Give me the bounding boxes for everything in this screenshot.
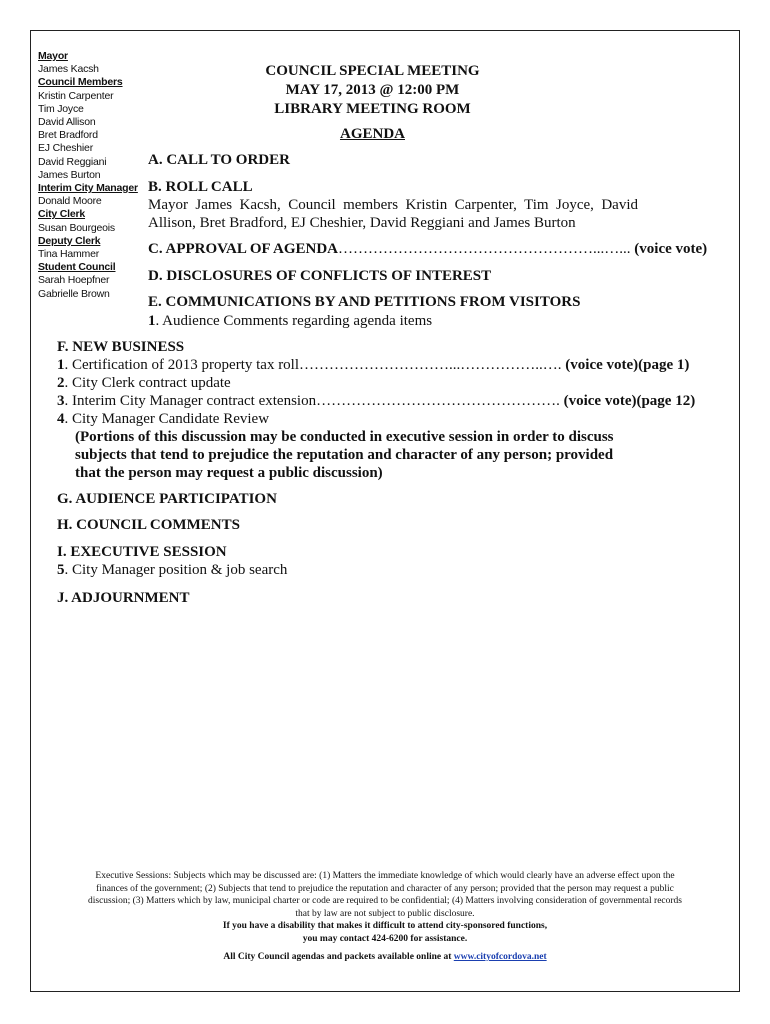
council-heading: Council Members <box>38 76 123 89</box>
communications-item-1 <box>148 312 432 330</box>
section-communications: E. COMMUNICATIONS BY AND PETITIONS FROM VISITORS <box>148 294 581 310</box>
executive-session-note <box>75 428 635 482</box>
meeting-title: COUNCIL SPECIAL MEETING <box>265 63 480 79</box>
item-text: . Certification of 2013 property tax roll…………………………...……………..…. <box>64 357 562 373</box>
item-number: 2 <box>57 375 65 391</box>
deputy-clerk-name: Tina Hammer <box>38 248 100 261</box>
city-manager-name: Donald Moore <box>38 195 102 208</box>
disability-contact: you may contact 424-6200 for assistance. <box>302 933 468 944</box>
council-member: Kristin Carpenter <box>38 89 114 102</box>
section-disclosures: D. DISCLOSURES OF CONFLICTS OF INTEREST <box>148 268 492 284</box>
mayor-name: James Kacsh <box>38 63 99 76</box>
city-clerk-group <box>38 208 138 234</box>
approval-label: C. APPROVAL OF AGENDA <box>148 241 339 257</box>
exec-session-note-line: finances of the government; (2) Subjects that tend to prejudice the reputation and character of any person; provided that the person may request a public <box>96 883 674 894</box>
exec-session-note-line: Executive Sessions: Subjects which may be discussed are: (1) Matters the immediate knowledge of which would clearly have an adverse effect upon the <box>95 871 675 881</box>
meeting-header <box>200 62 545 119</box>
section-council-comments: H. COUNCIL COMMENTS <box>57 517 240 533</box>
note-line: (Portions of this discussion may be conducted in executive session in order to discuss <box>75 429 614 445</box>
student-council-member: Gabrielle Brown <box>38 287 110 300</box>
mayor-group <box>38 50 138 76</box>
council-member: David Allison <box>38 116 96 129</box>
disability-notice: If you have a disability that makes it difficult to attend city-sponsored functions, <box>222 921 548 931</box>
meeting-location: LIBRARY MEETING ROOM <box>274 101 471 117</box>
item-vote: (voice vote)(page 12) <box>559 393 696 409</box>
city-clerk-heading: City Clerk <box>38 208 86 221</box>
council-member: David Reggiani <box>38 155 107 168</box>
mayor-heading: Mayor <box>38 50 68 62</box>
council-member: Tim Joyce <box>38 102 84 115</box>
student-council-heading: Student Council <box>38 261 116 274</box>
section-roll-call: B. ROLL CALL <box>148 179 253 195</box>
item-text: . City Manager Candidate Review <box>64 411 270 427</box>
note-line: subjects that tend to prejudice the reputation and character of any person; provided <box>75 447 614 463</box>
executive-session-item-5 <box>57 561 287 579</box>
item-vote: (voice vote)(page 1) <box>561 357 690 373</box>
item-text: . City Clerk contract update <box>64 375 231 391</box>
section-executive-session: I. EXECUTIVE SESSION <box>57 544 227 560</box>
deputy-clerk-heading: Deputy Clerk <box>38 234 101 247</box>
item-text: . Audience Comments regarding agenda items <box>155 313 433 329</box>
agenda-heading: AGENDA <box>339 126 405 142</box>
note-line: that the person may request a public discussion) <box>75 465 383 481</box>
council-member: Bret Bradford <box>38 129 98 142</box>
city-clerk-name: Susan Bourgeois <box>38 221 115 234</box>
student-council-group <box>38 261 138 301</box>
website-link[interactable]: www.cityofcordova.net <box>453 952 547 962</box>
section-call-to-order: A. CALL TO ORDER <box>148 152 290 168</box>
item-text: . City Manager position & job search <box>64 562 288 578</box>
deputy-clerk-group <box>38 235 138 261</box>
officials-sidebar <box>38 50 138 301</box>
item-number: 5 <box>57 562 65 578</box>
online-notice <box>40 951 730 964</box>
city-manager-group <box>38 182 138 208</box>
item-text: . Interim City Manager contract extension…………………………………………. <box>64 393 560 409</box>
item-number: 1 <box>57 357 65 373</box>
roll-call-line-2: Allison, Bret Bradford, EJ Cheshier, David Reggiani and James Burton <box>148 215 576 231</box>
exec-session-note-line: discussion; (3) Matters which by law, municipal charter or code are required to be confidential; (4) Matters involving consideration of governmental records <box>87 896 682 906</box>
approval-leader-dots: ……………………………………………...…... <box>338 241 631 257</box>
online-notice-text: All City Council agendas and packets available online at <box>223 952 454 962</box>
footer <box>40 870 730 964</box>
council-member: EJ Cheshier <box>38 142 93 155</box>
roll-call-line-1: Mayor James Kacsh, Council members Kristin Carpenter, Tim Joyce, David <box>148 197 638 213</box>
approval-vote: (voice vote) <box>634 241 708 257</box>
section-adjournment: J. ADJOURNMENT <box>57 590 190 606</box>
exec-session-note-line: that by law are not subject to public disclosure. <box>295 908 475 919</box>
item-number: 1 <box>148 313 156 329</box>
city-manager-heading: Interim City Manager <box>38 182 138 195</box>
student-council-member: Sarah Hoepfner <box>38 274 110 287</box>
new-business-item-2 <box>57 374 231 392</box>
new-business-item-4 <box>57 410 269 428</box>
item-number: 3 <box>57 393 65 409</box>
section-audience-participation: G. AUDIENCE PARTICIPATION <box>57 491 277 507</box>
council-group <box>38 76 138 182</box>
new-business-item-3 <box>57 392 695 410</box>
section-new-business: F. NEW BUSINESS <box>57 339 185 355</box>
council-member: James Burton <box>38 168 101 181</box>
new-business-item-1 <box>57 356 689 374</box>
meeting-date-time: MAY 17, 2013 @ 12:00 PM <box>285 82 460 98</box>
item-number: 4 <box>57 411 65 427</box>
section-approval-of-agenda <box>148 240 707 258</box>
